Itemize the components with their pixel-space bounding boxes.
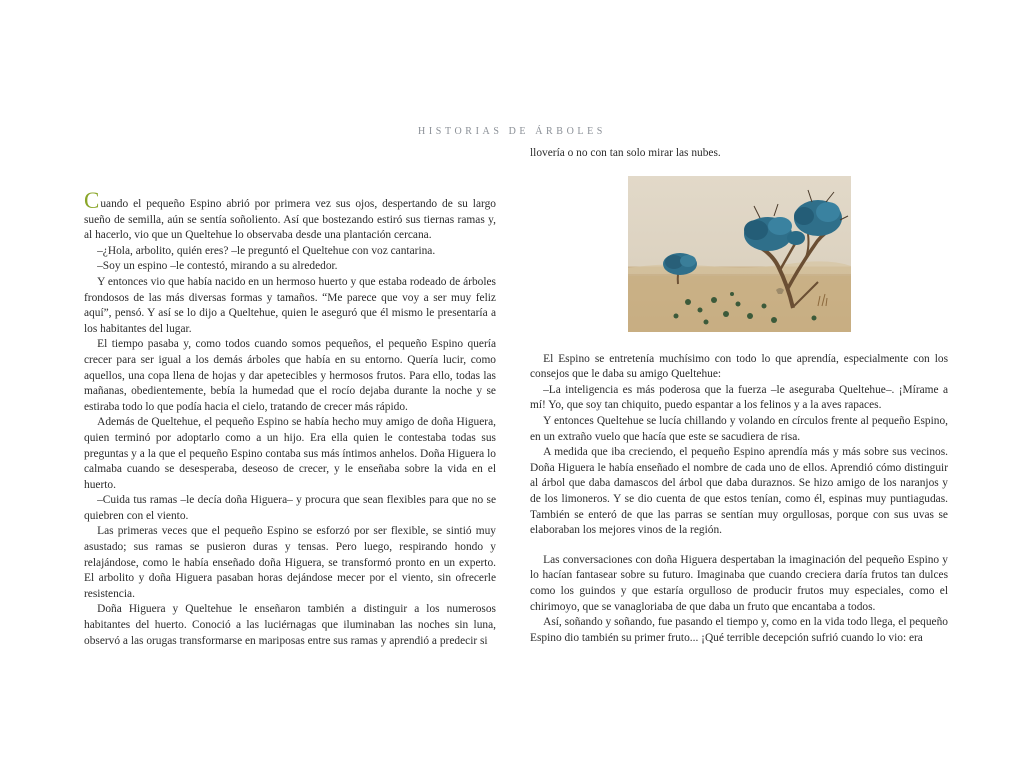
- paragraph-continuation: llovería o no con tan solo mirar las nubes.: [530, 147, 721, 159]
- paragraph: –Soy un espino –le contestó, mirando a su alrededor.: [97, 260, 338, 273]
- paragraph: Las primeras veces que el pequeño Espino se esforzó por ser flexible, se sintió muy asustado; sus ramas se pusieron duras y tensas. Pero luego, respirando hondo y relajándose, como le había enseñado doña Higuera, se transformó pronto en un experto. El arbolito y doña Higuera pasaban horas dejándose mecer por el viento, sin ofrecerle resistencia.: [84, 525, 496, 600]
- espino-tree-illustration: [628, 176, 851, 332]
- paragraph: Además de Queltehue, el pequeño Espino se había hecho muy amigo de doña Higuera, quien terminó por adoptarlo como a un hijo. Era ella quien le contestaba todas sus preguntas y a la que el pequeño Espino contaba sus más íntimos anhelos. Doña Higuera lo calmaba cuando se desesperaba, deseoso de crecer, y le enseñaba sobre la vida en el huerto.: [84, 416, 496, 491]
- paragraph: A medida que iba creciendo, el pequeño Espino aprendía más y más sobre sus vecinos. Doña Higuera le había enseñado el nombre de cada uno de ellos. Aprendió cómo distinguir al árbol que daba damascos del árbol que daba duraznos. Se hizo amigo de los naranjos y de los limoneros. Y se dio cuenta de que estos tenían, como él, espinas muy puntiagudas. También se enteró de que las parras se sentían muy orgullosas, porque con sus uvas se elaboraban los mejores vinos de la región.: [530, 446, 948, 537]
- paragraph: Así, soñando y soñando, fue pasando el tiempo y, como en la vida todo llega, el pequeño Espino dio también su primer fruto... ¡Qué terrible decepción sufrió cuando lo vio: era: [530, 616, 948, 644]
- paragraph: Y entonces Queltehue se lucía chillando y volando en círculos frente al pequeño Espino, en un extraño vuelo que hacía que este se sacudiera de risa.: [530, 414, 948, 443]
- left-page-column: [84, 188, 496, 649]
- paragraph: Y entonces vio que había nacido en un hermoso huerto y que estaba rodeado de árboles frondosos de las más diversas formas y tamaños. “Me parece que voy a ser muy feliz aquí”, pensó. Y así se lo dijo a Queltehue, quien le aseguró que él mismo le presentaría a los habitantes del lugar.: [84, 275, 496, 335]
- drop-cap: C: [84, 188, 100, 213]
- section-gap: [530, 539, 948, 553]
- paragraph: –Cuida tus ramas –le decía doña Higuera– y procura que sean flexibles para que no se quiebren con el viento.: [84, 494, 496, 522]
- paragraph: Las conversaciones con doña Higuera despertaban la imaginación del pequeño Espino y lo hacían fantasear sobre su futuro. Imaginaba que cuando creciera daría frutos tan dulces como los guindos y que estaría orgulloso de producir frutos muy especiales, como el chirimoyo, que se vanagloriaba de que daba un fruto que encantaba a todos.: [530, 553, 948, 613]
- paragraph: –La inteligencia es más poderosa que la fuerza –le aseguraba Queltehue–. ¡Mírame a mí! Yo, que soy tan chiquito, puedo espantar a los felinos y a la aves rapaces.: [530, 383, 948, 412]
- paragraph: El Espino se entretenía muchísimo con todo lo que aprendía, especialmente con los consejos que le daba su amigo Queltehue:: [530, 352, 948, 381]
- paragraph: El tiempo pasaba y, como todos cuando somos pequeños, el pequeño Espino quería crecer para ser igual a los demás árboles que había en su entorno. Quería lucir, como aquellos, una copa llena de hojas y dar apetecibles y hermosos frutos. Para ello, todas las mañanas, obedientemente, bebía la humedad que el rocío dejaba durante la noche y se estiraba todo lo que podía hacia el cielo, tratando de crecer más rápido.: [84, 338, 496, 413]
- paragraph: Doña Higuera y Queltehue le enseñaron también a distinguir a los numerosos habitantes del huerto. Conoció a las luciérnagas que iluminaban las noches sin luna, observó a las orugas transformarse en mariposas entre sus ramas y aprendió a predecir si: [84, 603, 496, 647]
- tree-landscape-drawing: [628, 176, 851, 332]
- paragraph: –¿Hola, arbolito, quién eres? –le preguntó el Queltehue con voz cantarina.: [97, 244, 436, 257]
- running-header: HISTORIAS DE ÁRBOLES: [418, 126, 606, 137]
- paragraph: Cuando el pequeño Espino abrió por primera vez sus ojos, despertando de su largo sueño de semilla, aún se sentía soñoliento. Así que bostezando estiró sus tiernas ramas y, al hacerlo, vio que un Queltehue lo observaba desde una plantación cercana.: [84, 188, 496, 242]
